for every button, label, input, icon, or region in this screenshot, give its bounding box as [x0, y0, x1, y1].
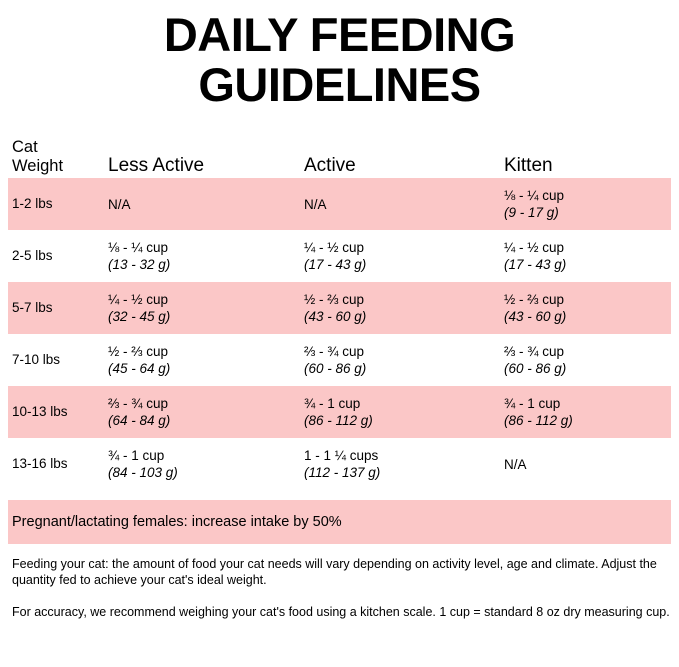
row-less-active [104, 447, 300, 481]
row-active [300, 447, 500, 481]
row-less-active-cups: ½ - ⅔ cup [108, 344, 169, 359]
column-header-weight [8, 138, 104, 178]
row-kitten-cups: N/A [504, 456, 527, 472]
feeding-note: Feeding your cat: the amount of food your cat needs will vary depending on activity level, age and climate. Adjust the quantity fed to achieve your cat's ideal weight. [12, 557, 657, 587]
pregnant-lactating-text: Pregnant/lactating females: increase intake by 50% [12, 514, 342, 530]
column-header-less-active: Less Active [108, 155, 205, 176]
accuracy-note: For accuracy, we recommend weighing your cat's food using a kitchen scale. 1 cup = standard 8 oz dry measuring cup. [12, 605, 670, 619]
row-kitten [500, 456, 671, 473]
row-less-active-cups: ¾ - 1 cup [108, 448, 165, 463]
table-row [8, 386, 671, 438]
row-less-active-cups: ⅛ - ¼ cup [108, 240, 169, 255]
row-active-grams: (43 - 60 g) [304, 309, 367, 324]
row-kitten [500, 291, 671, 325]
column-header-kitten: Kitten [504, 155, 553, 176]
table-row [8, 438, 671, 490]
row-kitten-grams: (43 - 60 g) [504, 309, 567, 324]
row-active [300, 395, 500, 429]
row-less-active [104, 291, 300, 325]
row-kitten-grams: (86 - 112 g) [504, 413, 573, 428]
row-active [300, 196, 500, 213]
row-active-cups: ¼ - ½ cup [304, 240, 365, 255]
row-kitten-grams: (17 - 43 g) [504, 257, 567, 272]
row-kitten-cups: ⅔ - ¾ cup [504, 344, 565, 359]
row-less-active-grams: (84 - 103 g) [108, 465, 178, 480]
page-title [8, 0, 671, 110]
table-row [8, 282, 671, 334]
row-kitten [500, 239, 671, 273]
row-active-cups: N/A [304, 196, 327, 212]
row-kitten-cups: ½ - ⅔ cup [504, 292, 565, 307]
row-active [300, 239, 500, 273]
row-less-active [104, 196, 300, 213]
page-title-line-2: GUIDELINES [198, 58, 481, 111]
row-weight: 13-16 lbs [12, 456, 68, 471]
table-header-row [8, 130, 671, 178]
row-kitten [500, 395, 671, 429]
row-less-active-grams: (32 - 45 g) [108, 309, 171, 324]
row-less-active [104, 343, 300, 377]
column-header-weight-line-1: Cat [12, 138, 38, 156]
column-header-active: Active [304, 155, 356, 176]
row-active-grams: (60 - 86 g) [304, 361, 367, 376]
row-active-grams: (112 - 137 g) [304, 465, 381, 480]
row-active-cups: ¾ - 1 cup [304, 396, 361, 411]
row-less-active-grams: (45 - 64 g) [108, 361, 171, 376]
row-weight: 1-2 lbs [12, 196, 53, 211]
pregnant-lactating-banner [8, 500, 671, 544]
row-less-active-cups: ¼ - ½ cup [108, 292, 169, 307]
row-kitten-grams: (60 - 86 g) [504, 361, 567, 376]
row-active [300, 343, 500, 377]
row-weight: 2-5 lbs [12, 248, 53, 263]
row-weight: 7-10 lbs [12, 352, 61, 367]
table-row [8, 178, 671, 230]
row-kitten [500, 343, 671, 377]
table-row [8, 334, 671, 386]
row-active-cups: ½ - ⅔ cup [304, 292, 365, 307]
row-kitten-cups: ¾ - 1 cup [504, 396, 561, 411]
row-active-grams: (86 - 112 g) [304, 413, 373, 428]
row-less-active-grams: (64 - 84 g) [108, 413, 171, 428]
row-active-cups: ⅔ - ¾ cup [304, 344, 365, 359]
page-title-line-1: DAILY FEEDING [163, 8, 516, 61]
table-row [8, 230, 671, 282]
row-active-grams: (17 - 43 g) [304, 257, 367, 272]
column-header-weight-line-2: Weight [12, 157, 64, 175]
row-kitten [500, 187, 671, 221]
row-less-active [104, 239, 300, 273]
row-weight: 10-13 lbs [12, 404, 68, 419]
feeding-table [8, 130, 671, 490]
row-kitten-grams: (9 - 17 g) [504, 205, 559, 220]
row-less-active-cups: ⅔ - ¾ cup [108, 396, 169, 411]
row-active [300, 291, 500, 325]
row-kitten-cups: ⅛ - ¼ cup [504, 188, 565, 203]
row-weight: 5-7 lbs [12, 300, 53, 315]
row-less-active [104, 395, 300, 429]
row-active-cups: 1 - 1 ¼ cups [304, 448, 379, 463]
row-kitten-cups: ¼ - ½ cup [504, 240, 565, 255]
row-less-active-grams: (13 - 32 g) [108, 257, 171, 272]
row-less-active-cups: N/A [108, 196, 131, 212]
